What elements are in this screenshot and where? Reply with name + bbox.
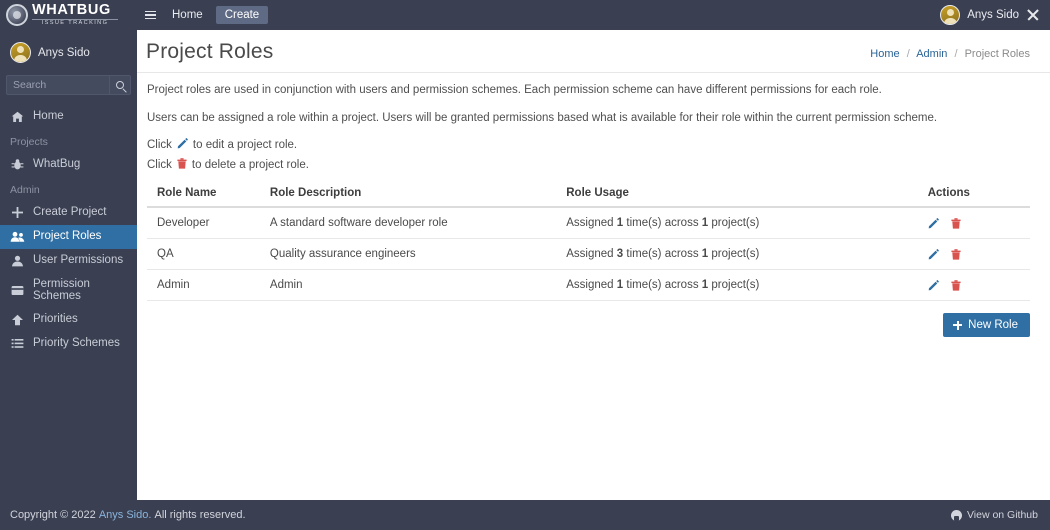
cell-role-name: Developer <box>147 207 262 239</box>
usage-prefix: Assigned <box>566 248 614 261</box>
sidebar-section-projects: Projects <box>10 136 48 148</box>
cell-role-description: A standard software developer role <box>262 207 558 239</box>
footer-copyright-post: All rights reserved. <box>154 509 246 521</box>
new-role-button[interactable] <box>943 313 1030 337</box>
new-role-row <box>147 301 1030 337</box>
column-header-role-description: Role Description <box>262 180 558 207</box>
cell-role-usage <box>558 270 872 301</box>
sidebar-item-create-project[interactable] <box>0 200 137 225</box>
page-title: Project Roles <box>146 40 274 63</box>
sidebar-spacer <box>0 356 137 501</box>
sidebar-user[interactable] <box>0 38 137 75</box>
pencil-icon <box>177 138 188 152</box>
column-header-role-name: Role Name <box>147 180 262 207</box>
search-button[interactable] <box>109 76 130 94</box>
sidebar-item-priorities[interactable] <box>0 308 137 332</box>
pencil-icon[interactable] <box>928 218 939 229</box>
table-header-row <box>147 180 1030 207</box>
bug-icon <box>10 158 25 171</box>
cell-actions <box>873 239 1030 270</box>
breadcrumb-separator: / <box>906 48 910 60</box>
github-label: View on Github <box>966 509 1038 521</box>
cell-actions <box>873 270 1030 301</box>
sidebar-item-project-roles[interactable] <box>0 225 137 249</box>
table-row <box>147 239 1030 270</box>
card-icon <box>10 285 25 296</box>
sidebar-section-admin: Admin <box>10 184 40 196</box>
hint-edit-pre: Click <box>147 139 172 152</box>
close-icon[interactable] <box>1026 8 1040 22</box>
pencil-icon[interactable] <box>928 249 939 260</box>
sidebar-item-label: Project Roles <box>33 230 102 243</box>
intro-paragraph-2: Users can be assigned a role within a project. Users will be granted permissions based what is available for their role within the current permission scheme. <box>147 111 938 124</box>
hint-delete-pre: Click <box>147 159 172 172</box>
breadcrumb-admin[interactable]: Admin <box>916 48 948 60</box>
home-icon <box>10 111 25 123</box>
sidebar-item-label: WhatBug <box>33 157 81 170</box>
github-link[interactable] <box>951 509 1038 521</box>
arrow-up-icon <box>10 314 25 326</box>
usage-times: 3 <box>616 248 624 261</box>
nav-home-link[interactable]: Home <box>172 9 203 21</box>
usage-prefix: Assigned <box>566 279 614 292</box>
usage-mid: time(s) across <box>626 279 699 292</box>
top-navbar <box>0 0 1050 30</box>
usage-times: 1 <box>616 217 624 230</box>
table-body <box>147 207 1030 301</box>
table-row <box>147 270 1030 301</box>
breadcrumb-current: Project Roles <box>964 48 1030 60</box>
cell-role-description: Admin <box>262 270 558 301</box>
github-icon <box>951 510 962 521</box>
new-role-label: New Role <box>968 319 1018 332</box>
sidebar-username: Anys Sido <box>38 46 90 59</box>
sidebar-item-whatbug[interactable] <box>0 152 137 177</box>
cell-role-usage <box>558 207 872 239</box>
cell-role-description: Quality assurance engineers <box>262 239 558 270</box>
sidebar-item-label: Home <box>33 110 64 123</box>
user-icon <box>10 255 25 267</box>
hint-delete <box>147 158 1030 172</box>
breadcrumb-home[interactable]: Home <box>870 48 900 60</box>
footer-copyright-pre: Copyright © 2022 <box>10 509 96 521</box>
whatbug-logo-icon <box>6 4 28 26</box>
sidebar <box>0 30 137 500</box>
brand-title: WHATBUG <box>32 2 111 19</box>
usage-mid: time(s) across <box>626 248 699 261</box>
usage-times: 1 <box>616 279 624 292</box>
sidebar-search[interactable] <box>6 75 131 95</box>
sidebar-item-priority-schemes[interactable] <box>0 332 137 356</box>
cell-role-name: Admin <box>147 270 262 301</box>
project-roles-table <box>147 180 1030 301</box>
column-header-role-usage: Role Usage <box>558 180 872 207</box>
plus-icon <box>10 206 25 219</box>
usage-mid: time(s) across <box>626 217 699 230</box>
hamburger-icon[interactable] <box>137 0 163 30</box>
body-wrapper <box>0 30 1050 500</box>
hint-edit <box>147 138 1030 152</box>
usage-projects: 1 <box>701 217 709 230</box>
column-header-actions: Actions <box>873 180 1030 207</box>
breadcrumb <box>870 48 1030 64</box>
usage-projects: 1 <box>701 248 709 261</box>
usage-suffix: project(s) <box>711 248 760 261</box>
content-area <box>137 73 1050 500</box>
hint-delete-post: to delete a project role. <box>191 159 309 172</box>
page-header <box>137 30 1050 73</box>
cell-actions <box>873 207 1030 239</box>
create-button[interactable]: Create <box>216 6 269 24</box>
cell-role-usage <box>558 239 872 270</box>
sidebar-item-label: Permission Schemes <box>33 278 90 302</box>
sidebar-item-label: Priorities <box>33 313 78 326</box>
avatar <box>10 42 31 63</box>
plus-icon <box>953 321 962 330</box>
hint-edit-post: to edit a project role. <box>192 139 298 152</box>
search-icon <box>116 81 124 89</box>
footer <box>0 500 1050 530</box>
topbar-username[interactable]: Anys Sido <box>967 9 1019 21</box>
table-row <box>147 207 1030 239</box>
footer-author-link[interactable]: Anys Sido. <box>98 509 152 521</box>
sidebar-item-label: User Permissions <box>33 254 124 267</box>
intro-paragraph-1: Project roles are used in conjunction with users and permission schemes. Each permission scheme can have different permissions for each role. <box>147 84 882 96</box>
trash-icon[interactable] <box>951 280 961 291</box>
usage-projects: 1 <box>701 279 709 292</box>
brand-text <box>32 3 118 26</box>
cell-role-name: QA <box>147 239 262 270</box>
sidebar-item-user-permissions[interactable] <box>0 249 137 273</box>
list-icon <box>10 338 25 349</box>
table-header <box>147 180 1030 207</box>
pencil-icon[interactable] <box>928 280 939 291</box>
brand-logo-area[interactable] <box>0 0 137 30</box>
search-input[interactable] <box>7 76 109 94</box>
topbar-right <box>940 5 1050 25</box>
sidebar-item-label: Priority Schemes <box>33 337 120 349</box>
brand-subtitle: ISSUE TRACKING <box>32 19 118 27</box>
trash-icon[interactable] <box>951 218 961 229</box>
usage-prefix: Assigned <box>566 217 614 230</box>
main-content <box>137 30 1050 500</box>
sidebar-item-home[interactable] <box>0 105 137 129</box>
usage-suffix: project(s) <box>711 217 760 230</box>
breadcrumb-separator: / <box>954 48 958 60</box>
avatar[interactable] <box>940 5 960 25</box>
users-icon <box>10 231 25 243</box>
usage-suffix: project(s) <box>711 279 760 292</box>
trash-icon[interactable] <box>951 249 961 260</box>
trash-icon <box>177 158 187 172</box>
sidebar-item-permission-schemes[interactable] <box>0 273 137 308</box>
sidebar-item-label: Create Project <box>33 205 107 218</box>
